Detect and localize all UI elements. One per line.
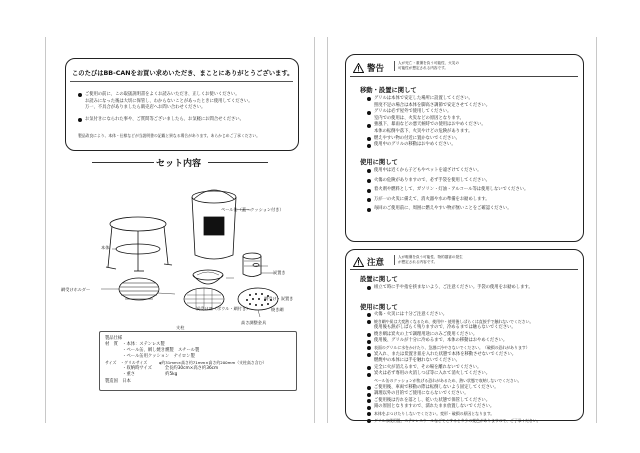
item-text: 本体の転倒や落下、火災やけどの危険があります。 [374, 128, 473, 134]
bullet-dot-icon [367, 137, 371, 141]
bullet-dot-icon [367, 169, 371, 173]
spec-box [99, 331, 297, 391]
note-1 [78, 92, 253, 112]
note-line: ご使用の前に、この取扱説明書をよくお読みいただき、正しくお使いください。 [85, 92, 240, 97]
bullet-dot-icon [367, 399, 371, 403]
item-text: 焼き網や炭は大変熱くなるため、使用中・使用後しばらくは直接手で触れないでください。 [374, 318, 534, 324]
bullet-dot-icon [367, 366, 371, 370]
bullet-dot-icon [367, 179, 371, 183]
install-title: 設置に関して [360, 276, 398, 283]
item-text: 火傷・火災には十分ご注意ください。 [374, 312, 448, 317]
bullet-dot-icon [367, 406, 371, 410]
list-item [367, 285, 533, 292]
note-line: お気付きになられた事や、ご質問等ございましたら、お気軽にお問合せください。 [85, 117, 244, 122]
warning-desc-line: 人が死亡・重傷を負う可能性、火災の [398, 61, 460, 65]
caution-title: 注意 [367, 258, 385, 268]
bullet-dot-icon [78, 118, 82, 122]
stand-figure [106, 217, 172, 271]
item-text: 室内での使用は、火災などの原因となります。 [374, 115, 464, 121]
item-text: グリルは必ず屋外で使用してください。 [374, 109, 452, 115]
item-text: 使用中は近くから子どもやペットを遠ざけてください。 [374, 168, 482, 173]
label-stand: 本体 [101, 245, 110, 250]
list-item [367, 122, 490, 129]
spec-row: ・ペール缶、網し焼き燻製 スチール製 [105, 348, 200, 353]
item-text: 照度不足の場合は本体を脚高さ調節で安定させてください。 [374, 102, 491, 108]
bullet-dot-icon [367, 320, 371, 324]
warning-triangle-icon [353, 63, 364, 73]
list-item [367, 418, 577, 425]
small-can-figure [243, 253, 261, 277]
list-item [367, 168, 528, 175]
bullet-dot-icon [367, 393, 371, 397]
list-item [367, 197, 528, 204]
warning-box [345, 54, 584, 242]
list-item [367, 338, 577, 345]
grill-bowl-figure [193, 270, 223, 284]
item-text: 燃えやすい物の付近に置かないでください。 [374, 135, 460, 141]
bullet-dot-icon [78, 93, 82, 97]
item-text: 燃焼中の本体には手を触れないでください。 [374, 358, 460, 364]
list-item [367, 312, 577, 319]
set-title: セット内容 [156, 159, 202, 169]
manual-page-left [45, 37, 315, 423]
list-item [367, 187, 528, 194]
item-text: ご使用後、車両で移動の際は転倒しないよう固定してください。 [374, 384, 499, 390]
caution-desc-line: 人が軽傷を負う可能性、物的損害の発生 [398, 255, 463, 259]
list-item [367, 319, 577, 326]
bullet-dot-icon [367, 340, 371, 344]
use-title: 使用に関して [360, 159, 398, 166]
bullet-dot-icon [367, 373, 371, 377]
bullet-dot-icon [367, 313, 371, 317]
note-line: お読みになった後は大切に保管し、わからないことがあったときに使用してください。 [85, 98, 253, 104]
bullet-dot-icon [367, 124, 371, 128]
item-text: 万が一の火災に備えて、消火器や水の準備をお勧めします。 [374, 196, 490, 202]
bullet-dot-icon [367, 386, 371, 390]
list-item [367, 109, 490, 116]
item-text: グリルは本体で安定した場所に設置してください。 [374, 96, 473, 101]
set-title-rule-right [208, 162, 268, 163]
caution-desc [394, 255, 463, 265]
label-grill-net: 焼き網 [271, 307, 284, 312]
warning-title: 警告 [367, 64, 385, 74]
item-text: 火傷の危険がありますので、必ず手袋を使用してください。 [374, 177, 490, 183]
bullet-dot-icon [367, 333, 371, 337]
spec-row: ・ペール缶用クッション ナイロン製 [105, 354, 195, 359]
bullet-dot-icon [367, 198, 371, 202]
warning-desc-line: 可能性が想定される内容です。 [398, 66, 449, 70]
bullet-dot-icon [367, 189, 371, 193]
manual-page-right [327, 37, 597, 423]
move-list [367, 96, 490, 149]
item-text: ペール缶のクッションが焦げる恐れがあるため、熱い状態で収納しないでください。 [374, 377, 522, 383]
list-item [367, 96, 490, 103]
item-text: 焼き網は炭火の上で調理用途にのみご使用ください。 [374, 331, 478, 337]
item-text: 表面のグリルに水をかけたり、急激に冷やさないでください。（破損の恐れがあります） [374, 344, 530, 350]
set-title-rule-left [92, 162, 154, 163]
warning-divider [350, 76, 578, 77]
item-text: 錆の原因となりますので、濡れたまま放置しないでください。 [374, 404, 495, 410]
label-stone: 支柱 [176, 325, 185, 330]
item-text: 着火剤や燃料として、ガソリン・灯油・アルコール等は使用しないでください。 [374, 187, 529, 193]
install-list [367, 285, 533, 292]
item-text: 使用後、グリルが十分に冷めるまで、本体の移動はおやめください。 [374, 338, 508, 344]
label-ash-pan: 炭置き [273, 270, 286, 275]
parts-illustration [46, 169, 314, 339]
item-text: 毎回のご使用前に、周囲に燃えやすい物が無いことをご確認ください。 [374, 206, 512, 212]
list-item [367, 411, 577, 418]
spec-row: ・重さ 約5kg [105, 372, 178, 377]
bullet-dot-icon [367, 111, 371, 115]
intro-box [65, 58, 299, 151]
intro-title: このたびはBB-CANをお買い求めいただき、まことにありがとうございます。 [72, 70, 294, 77]
item-text: 完全に火が消えるまで、その場を離れないでください。 [374, 364, 482, 370]
use2-title: 使用に関して [360, 304, 398, 311]
label-smoke-pipe: 高さ調整金具 [241, 320, 267, 325]
spec-row: 材 質 ・本体：ステンレス製 [105, 342, 165, 347]
list-item [367, 371, 577, 378]
warning-desc [394, 61, 459, 71]
list-item [367, 391, 577, 398]
item-text: 調理以外の目的でご使用にならないでください。 [374, 391, 469, 397]
list-item [367, 206, 528, 213]
bucket-figure [192, 190, 236, 259]
move-title: 移動・設置に関して [360, 87, 417, 94]
list-item [367, 404, 577, 411]
bullet-dot-icon [367, 144, 371, 148]
item-text: 炭火は必ず専用の火消しつぼ等に入れて消火してください。 [374, 371, 491, 377]
bullet-dot-icon [367, 346, 371, 350]
bullet-dot-icon [367, 208, 371, 212]
intro-divider [70, 81, 293, 82]
list-item [367, 345, 577, 352]
caution-divider [350, 269, 578, 270]
item-text: ご使用後は汚れを落とし、乾いた状態で保管してください。 [374, 397, 491, 403]
bullet-dot-icon [367, 286, 371, 290]
item-text: 本体をぶつけたりしないでください。変形・破損の原因となります。 [374, 410, 495, 416]
label-charcoal-holder: 網受け・炭置き [264, 296, 294, 301]
spec-row: ・収納時サイズ 全長約30cm×高さ約36cm [105, 366, 219, 371]
item-text: グリルは使用後、ステンレスウールなどでこすると多少の変色がありますので、ご了承ください。 [374, 417, 541, 423]
item-text: 使用後も熱がしばらく残りますので、冷めるまでは触らないでください。 [374, 325, 516, 331]
item-text: 強風下、暴雨などの悪天候時での使用はおやめください。 [374, 122, 486, 128]
item-text: 組立て時に手や指を挟まないよう、ご注意ください。手袋の使用をお勧めします。 [374, 285, 533, 290]
list-item [367, 352, 577, 359]
note-line: 万一、不具合がありましたら販売店へお問い合わせください。 [85, 105, 206, 111]
bullet-dot-icon [367, 353, 371, 357]
spec-title: 製品仕様 [105, 336, 123, 341]
item-text: 炭入れ、または炭置き皿を入れた状態で本体を移動させないでください。 [374, 351, 517, 357]
bullet-dot-icon [367, 412, 371, 416]
round-grate-figure [119, 278, 159, 300]
label-grill: 炭受け皿（ボウル・網付き） [196, 306, 251, 311]
label-bucket: ペール缶（蓋・クッション付き） [221, 207, 284, 212]
spec-row: 製造国 日本 [105, 379, 131, 384]
use2-list [367, 312, 577, 424]
note-small: 製品改良により、本体・仕様などが当説明書の記載と異なる場合があります。あらかじめご了承ください。 [78, 133, 260, 138]
caution-desc-line: が想定される内容です。 [398, 260, 438, 264]
item-text: 使用中のグリルの移動はおやめください。 [374, 142, 456, 148]
label-net-holder: 網受けホルダー [61, 287, 91, 292]
list-item [367, 142, 490, 149]
bullet-dot-icon [367, 419, 371, 423]
use-list [367, 168, 528, 213]
note-2 [78, 117, 244, 124]
list-item [367, 178, 528, 185]
caution-box [345, 249, 584, 421]
spec-row: サイズ ・グリルサイズ φ約31mm×高さ約71mm×高さ約200mm（支柱高さ含む） [105, 360, 267, 365]
bullet-dot-icon [367, 97, 371, 101]
caution-triangle-icon [353, 257, 364, 267]
